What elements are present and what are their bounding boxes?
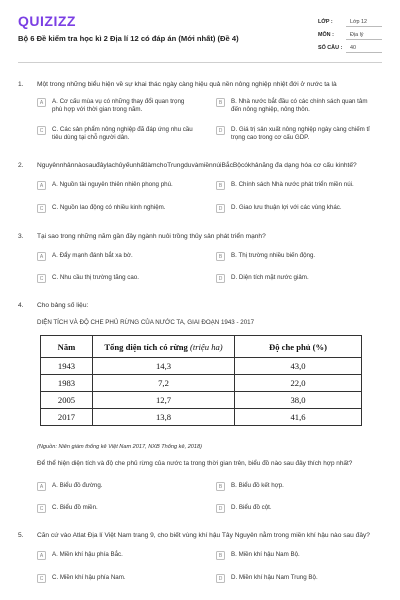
cell-year: 2005 <box>41 392 93 409</box>
option-letter: A <box>37 98 46 107</box>
question-text: Tại sao trong những năm gần đây ngành nuôi trồng thủy sản phát triển mạnh? <box>37 233 266 240</box>
forest-data-table <box>40 335 362 426</box>
question-text: NguyênnhânnàosauđâylachủyếunhấtlàmchoTrungduvàmiềnnúiBắcBộcókhảnăng đa dạng hóa cơ cấu kinhtế? <box>37 162 357 169</box>
option-letter: D <box>216 504 225 513</box>
option-letter: B <box>216 551 225 560</box>
option-text: A. Nguồn tài nguyên thiên nhiên phong phú. <box>52 181 173 188</box>
option-letter: D <box>216 204 225 213</box>
table-row <box>41 375 362 392</box>
option-4b[interactable] <box>216 482 284 496</box>
cell-area: 13,8 <box>93 409 235 426</box>
document-title: Bộ 6 Đề kiểm tra học kì 2 Địa lí 12 có đáp án (Mới nhất) (Đề 4) <box>18 34 239 43</box>
cell-area: 7,2 <box>93 375 235 392</box>
option-text: D. Miền khí hậu Nam Trung Bộ. <box>231 574 318 581</box>
option-text: D. Giao lưu thuận lợi với các vùng khác. <box>231 204 342 211</box>
cell-coverage: 43,0 <box>235 358 362 375</box>
option-text: A. Biểu đồ đường. <box>52 482 103 489</box>
cell-coverage: 41,6 <box>235 409 362 426</box>
option-1a[interactable] <box>37 98 184 112</box>
cell-coverage: 22,0 <box>235 375 362 392</box>
option-text: C. Nhu cầu thị trường tăng cao. <box>52 274 139 281</box>
option-text: D. Giá trị sản xuất nông nghiệp ngày càng chiếm tỉ trọng cao trong cơ cấu GDP. <box>231 126 370 141</box>
table-row <box>41 392 362 409</box>
option-5d[interactable] <box>216 574 318 588</box>
option-text: A. Cơ cấu mùa vụ có những thay đổi quan trọng phù hợp với thời gian trong năm. <box>52 98 185 113</box>
option-text: D. Diện tích mặt nước giảm. <box>231 274 309 281</box>
option-text: A. Miền khí hậu phía Bắc. <box>52 551 123 558</box>
option-text: B. Thị trường nhiều biến động. <box>231 252 316 259</box>
option-1c[interactable] <box>37 126 193 140</box>
option-3a[interactable] <box>37 252 133 266</box>
header-coverage: Độ che phủ (%) <box>235 336 362 358</box>
table-header-row <box>41 336 362 358</box>
option-5b[interactable] <box>216 551 300 565</box>
question-number: 4. <box>18 302 24 309</box>
option-3b[interactable] <box>216 252 315 266</box>
option-text: B. Miền khí hậu Nam Bộ. <box>231 551 300 558</box>
option-letter: D <box>216 126 225 135</box>
question-text: Cho bảng số liệu: <box>37 302 89 309</box>
option-2c[interactable] <box>37 204 166 218</box>
option-text: D. Biểu đồ cột. <box>231 504 272 511</box>
option-text: B. Biểu đồ kết hợp. <box>231 482 284 489</box>
question-text: Một trong những biểu hiện về sự khai thác ngày càng hiệu quả nền nông nghiệp nhiệt đới ở nước ta là <box>37 81 337 88</box>
table-row <box>41 358 362 375</box>
option-letter: D <box>216 574 225 583</box>
meta-row-count <box>318 41 382 54</box>
option-letter: B <box>216 482 225 491</box>
option-4d[interactable] <box>216 504 272 518</box>
meta-row-subject <box>318 28 382 41</box>
count-value: 40 <box>346 43 382 53</box>
option-letter: C <box>37 126 46 135</box>
option-text: C. Biểu đồ miền. <box>52 504 98 511</box>
option-text: A. Đẩy mạnh đánh bắt xa bờ. <box>52 252 133 259</box>
question-number: 2. <box>18 162 24 169</box>
question-4-prompt: Để thể hiện diện tích và độ che phủ rừng của nước ta trong thời gian trên, biểu đồ nào sau đây thích hợp nhất? <box>37 460 353 467</box>
option-1d[interactable] <box>216 126 370 140</box>
option-1b[interactable] <box>216 98 368 112</box>
option-letter: B <box>216 181 225 190</box>
option-text: B. Chính sách Nhà nước phát triển miền núi. <box>231 181 354 188</box>
subject-value: Địa lý <box>346 30 382 40</box>
quizizz-logo: QUIZIZZ <box>18 13 76 29</box>
option-letter: A <box>37 181 46 190</box>
option-4c[interactable] <box>37 504 98 518</box>
class-value: Lớp 12 <box>346 17 382 27</box>
option-text: B. Nhà nước bắt đầu có các chính sách quan tâm đến nông nghiệp, nông thôn. <box>231 98 368 113</box>
cell-year: 1943 <box>41 358 93 375</box>
option-letter: A <box>37 551 46 560</box>
table-row <box>41 409 362 426</box>
header-year: Năm <box>41 336 93 358</box>
option-text: C. Các sản phẩm nông nghiệp đã đáp ứng nhu cầu tiêu dùng tại chỗ người dân. <box>52 126 193 141</box>
option-letter: C <box>37 574 46 583</box>
cell-year: 2017 <box>41 409 93 426</box>
table-source: (Nguồn: Niên giám thống kê Việt Nam 2017, NXB Thống kê, 2018) <box>37 444 203 450</box>
header-divider <box>18 62 382 63</box>
option-letter: B <box>216 252 225 261</box>
meta-row-class <box>318 15 382 28</box>
cell-area: 12,7 <box>93 392 235 409</box>
subject-label: MÔN : <box>318 31 334 38</box>
table-title: DIỆN TÍCH VÀ ĐỘ CHE PHỦ RỪNG CỦA NƯỚC TA, GIAI ĐOẠN 1943 - 2017 <box>37 319 255 326</box>
class-label: LỚP : <box>318 18 333 25</box>
option-text: C. Miền khí hậu phía Nam. <box>52 574 126 581</box>
option-5c[interactable] <box>37 574 126 588</box>
option-text: C. Nguồn lao động có nhiều kinh nghiệm. <box>52 204 166 211</box>
question-number: 5. <box>18 532 24 539</box>
option-letter: B <box>216 98 225 107</box>
question-number: 1. <box>18 81 24 88</box>
header-area: Tổng diện tích có rừng (triệu ha) <box>93 336 235 358</box>
option-3d[interactable] <box>216 274 309 288</box>
cell-area: 14,3 <box>93 358 235 375</box>
option-letter: C <box>37 504 46 513</box>
option-letter: C <box>37 204 46 213</box>
cell-year: 1983 <box>41 375 93 392</box>
option-letter: A <box>37 252 46 261</box>
option-5a[interactable] <box>37 551 123 565</box>
option-2d[interactable] <box>216 204 342 218</box>
cell-coverage: 38,0 <box>235 392 362 409</box>
option-2b[interactable] <box>216 181 354 195</box>
option-3c[interactable] <box>37 274 139 288</box>
option-letter: D <box>216 274 225 283</box>
question-text: Căn cứ vào Atlat Địa lí Việt Nam trang 9, cho biết vùng khí hậu Tây Nguyên nằm trong miền khí hậu nào sau đây? <box>37 532 370 539</box>
option-letter: C <box>37 274 46 283</box>
question-number: 3. <box>18 233 24 240</box>
option-letter: A <box>37 482 46 491</box>
option-4a[interactable] <box>37 482 103 496</box>
count-label: SỐ CÂU : <box>318 44 343 51</box>
option-2a[interactable] <box>37 181 173 195</box>
